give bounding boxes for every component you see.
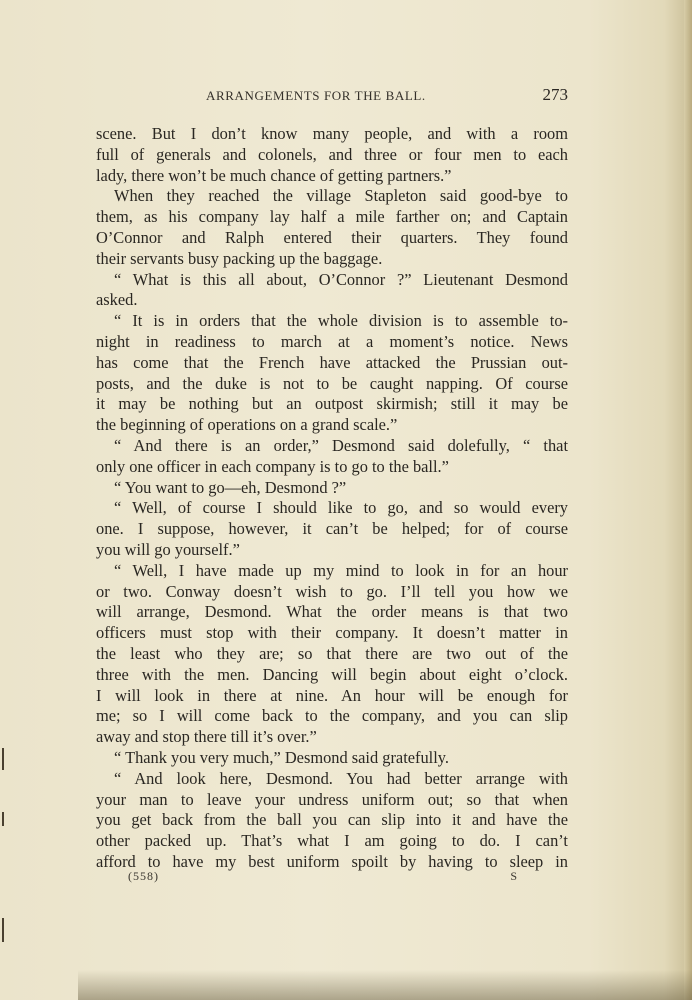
text-line: “ What is this all about, O’Connor ?” Lieutenant Desmond [114,269,568,289]
page-header [96,85,568,110]
page-footer [128,869,518,887]
text-line: “ Thank you very much,” Desmond said gratefully. [114,747,450,767]
text-line: “ You want to go—eh, Desmond ?” [114,477,347,497]
margin-mark [2,748,4,770]
signature-letter: S [510,869,518,883]
body-text [96,124,568,873]
text-line: only one officer in each company is to go to the ball.” [96,456,449,476]
text-line: will arrange, Desmond. What the order means is that two [96,602,568,622]
text-line: you will go yourself.” [96,539,240,559]
signature-mark: (558) [128,869,159,883]
text-line: other packed up. That’s what I am going to do. I can’t [96,831,568,851]
page-edge-right [684,0,692,1000]
text-line: away and stop there till it’s over.” [96,727,317,747]
running-head: ARRANGEMENTS FOR THE BALL. [206,88,426,103]
text-line: full of generals and colonels, and three or four men to each [96,144,568,164]
text-line: has come that the French have attacked the Prussian out- [96,352,568,372]
page-number: 273 [542,85,568,104]
text-line: asked. [96,290,138,310]
text-line: the beginning of operations on a grand scale.” [96,415,398,435]
text-line: it may be nothing but an outpost skirmish; still it may be [96,394,568,414]
text-line: me; so I will come back to the company, and you can slip [96,706,568,726]
text-line: their servants busy packing up the baggage. [96,248,383,268]
text-line: afford to have my best uniform spoilt by having to sleep in [96,851,568,871]
text-line: “ And there is an order,” Desmond said dolefully, “ that [114,435,568,455]
text-line: “ It is in orders that the whole division is to assemble to- [114,311,568,331]
text-line: posts, and the duke is not to be caught napping. Of course [96,373,568,393]
text-line: or two. Conway doesn’t wish to go. I’ll tell you how we [96,581,568,601]
text-line: officers must stop with their company. It doesn’t matter in [96,623,568,643]
margin-mark [2,918,4,942]
text-line: I will look in there at nine. An hour will be enough for [96,685,568,705]
text-line: When they reached the village Stapleton said good-bye to [114,186,568,206]
page-edge-bottom [78,970,692,1000]
text-line: “ Well, I have made up my mind to look in for an hour [114,560,568,580]
margin-mark [2,812,4,826]
text-line: O’Connor and Ralph entered their quarters. They found [96,227,568,247]
text-line: three with the men. Dancing will begin about eight o’clock. [96,664,568,684]
text-line: you get back from the ball you can slip into it and have the [96,810,568,830]
text-line: your man to leave your undress uniform out; so that when [96,789,568,809]
text-line: “ Well, of course I should like to go, and so would every [114,498,568,518]
text-line: the least who they are; so that there are two out of the [96,643,568,663]
text-line: one. I suppose, however, it can’t be helped; for of course [96,519,568,539]
text-line: “ And look here, Desmond. You had better arrange with [114,768,568,788]
text-line: night in readiness to march at a moment’s notice. News [96,331,568,351]
text-line: lady, there won’t be much chance of getting partners.” [96,165,452,185]
text-line: scene. But I don’t know many people, and with a room [96,124,568,143]
text-line: them, as his company lay half a mile farther on; and Captain [96,207,568,227]
